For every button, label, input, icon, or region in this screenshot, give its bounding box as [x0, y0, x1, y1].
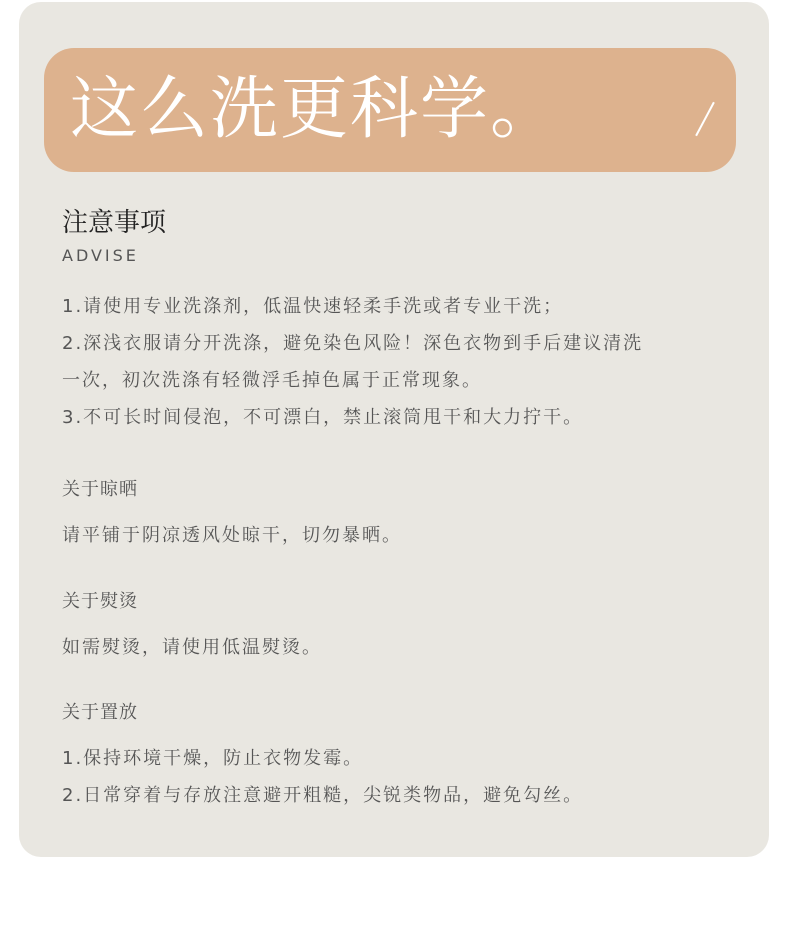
title-banner: [44, 48, 736, 172]
storage-line-1: 1.保持环境干燥，防止衣物发霉。: [62, 748, 364, 769]
ironing-heading: 关于熨烫: [62, 591, 138, 612]
drying-heading: 关于晾晒: [62, 479, 138, 500]
storage-line-2: 2.日常穿着与存放注意避开粗糙，尖锐类物品，避免勾丝。: [62, 785, 584, 806]
advise-line-1: 1.请使用专业洗涤剂，低温快速轻柔手洗或者专业干洗；: [62, 296, 564, 317]
ironing-list: [62, 629, 322, 666]
advise-line-2: 2.深浅衣服请分开洗涤，避免染色风险！深色衣物到手后建议清洗: [62, 333, 644, 354]
slash-icon: [695, 102, 715, 136]
storage-heading: 关于置放: [62, 702, 138, 723]
advise-subtitle: ADVISE: [62, 246, 139, 265]
banner-title: 这么洗更科学。: [70, 70, 561, 149]
drying-list: [62, 517, 402, 554]
ironing-line-1: 如需熨烫，请使用低温熨烫。: [62, 637, 322, 658]
advise-list: [62, 288, 643, 436]
advise-line-4: 3.不可长时间侵泡，不可漂白，禁止滚筒甩干和大力拧干。: [62, 407, 584, 428]
advise-title: 注意事项: [62, 208, 167, 238]
advise-line-3: 一次，初次洗涤有轻微浮毛掉色属于正常现象。: [62, 370, 482, 391]
drying-line-1: 请平铺于阴凉透风处晾干，切勿暴晒。: [62, 525, 402, 546]
storage-list: [62, 740, 583, 814]
